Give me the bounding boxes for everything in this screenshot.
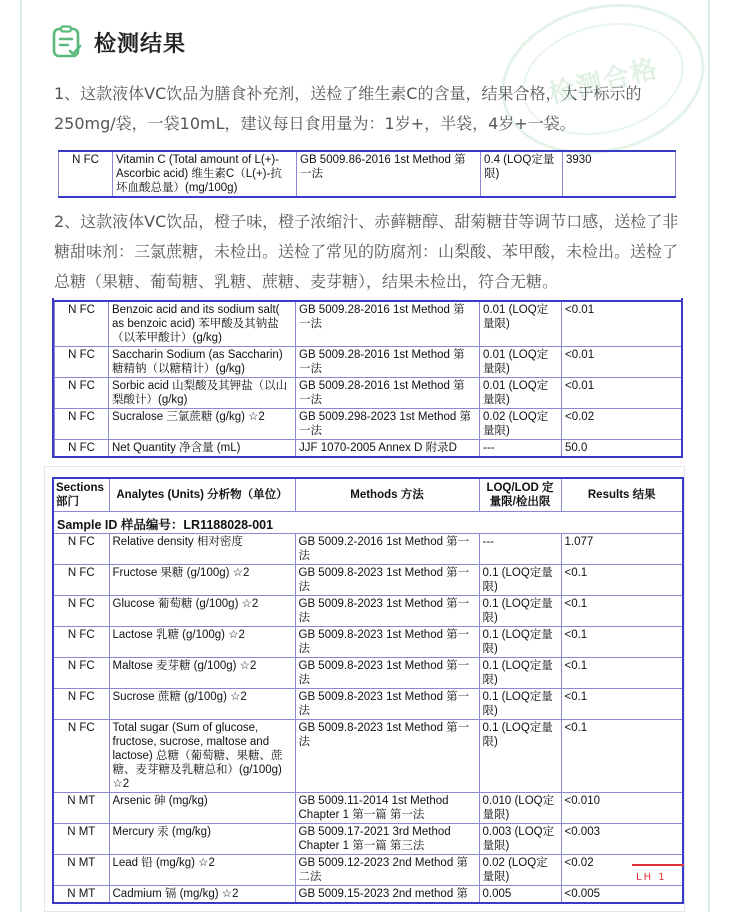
section-cell: N FC	[55, 440, 109, 457]
section-cell: N MT	[53, 824, 109, 855]
section-header	[50, 24, 186, 60]
col-header-analytes: Analytes (Units) 分析物（单位）	[109, 478, 295, 512]
analyte-cell: Fructose 果糖 (g/100g) ☆2	[109, 565, 295, 596]
result-cell: <0.01	[562, 301, 682, 347]
table-row	[53, 658, 683, 689]
vitamin-c-table	[58, 150, 676, 198]
analyte-cell: Sucralose 三氯蔗糖 (g/kg) ☆2	[109, 409, 296, 440]
additives-table	[54, 300, 682, 457]
method-cell: GB 5009.8-2023 1st Method 第一法	[295, 658, 479, 689]
section-cell: N FC	[55, 409, 109, 440]
result-cell: <0.1	[561, 658, 683, 689]
analyte-cell: Glucose 葡萄糖 (g/100g) ☆2	[109, 596, 295, 627]
loq-cell: 0.01 (LOQ定量限)	[480, 301, 562, 347]
analyte-cell: Vitamin C (Total amount of L(+)-Ascorbic acid) 维生素C（L(+)-抗坏血酸总量）(mg/100g)	[113, 151, 297, 197]
result-cell: 3930	[563, 151, 676, 197]
table-row	[53, 689, 683, 720]
table-row	[59, 151, 676, 197]
table-row	[55, 440, 682, 457]
analyte-cell: Total sugar (Sum of glucose, fructose, sucrose, maltose and lactose) 总糖（葡萄糖、果糖、蔗糖、麦芽糖及乳糖总和）(g/100g) ☆2	[109, 720, 295, 793]
result-cell: <0.005	[561, 886, 683, 904]
loq-cell: ---	[480, 440, 562, 457]
section-cell: N FC	[53, 534, 109, 565]
col-header-loq: LOQ/LOD 定量限/检出限	[479, 478, 561, 512]
page-border-left	[20, 0, 22, 912]
table-header-row	[53, 478, 683, 512]
table-row	[55, 378, 682, 409]
section-cell: N FC	[55, 347, 109, 378]
method-cell: JJF 1070-2005 Annex D 附录D	[296, 440, 480, 457]
red-mark-line	[632, 864, 684, 866]
result-cell: <0.010	[561, 793, 683, 824]
method-cell: GB 5009.8-2023 1st Method 第一法	[295, 689, 479, 720]
analyte-cell: Net Quantity 净含量 (mL)	[109, 440, 296, 457]
result-cell: <0.1	[561, 627, 683, 658]
section-cell: N FC	[53, 596, 109, 627]
section-cell: N MT	[53, 793, 109, 824]
analyte-cell: Mercury 汞 (mg/kg)	[109, 824, 295, 855]
table-row	[53, 886, 683, 904]
section-cell: N FC	[53, 565, 109, 596]
result-cell: <0.003	[561, 824, 683, 855]
method-cell: GB 5009.8-2023 1st Method 第一法	[295, 565, 479, 596]
analyte-cell: Benzoic acid and its sodium salt( as benzoic acid) 苯甲酸及其钠盐（以苯甲酸计）(g/kg)	[109, 301, 296, 347]
col-header-results: Results 结果	[561, 478, 683, 512]
loq-cell: 0.02 (LOQ定量限)	[480, 409, 562, 440]
loq-cell: 0.010 (LOQ定量限)	[479, 793, 561, 824]
paragraph-sweeteners-preservatives: 2、这款液体VC饮品，橙子味，橙子浓缩汁、赤藓糖醇、甜菊糖苷等调节口感，送检了非糖甜味剂：三氯蔗糖，未检出。送检了常见的防腐剂：山梨酸、苯甲酸，未检出。送检了总糖（果糖、葡萄糖、乳糖、蔗糖、麦芽糖），结果未检出，符合无糖。	[54, 212, 679, 291]
result-cell: <0.1	[561, 689, 683, 720]
page-border-right	[708, 0, 710, 912]
section-cell: N MT	[53, 855, 109, 886]
table-row	[55, 347, 682, 378]
loq-cell: 0.01 (LOQ定量限)	[480, 347, 562, 378]
loq-cell: 0.1 (LOQ定量限)	[479, 627, 561, 658]
results-table	[52, 477, 684, 904]
table-row	[53, 627, 683, 658]
section-cell: N FC	[55, 378, 109, 409]
col-header-methods: Methods 方法	[295, 478, 479, 512]
section-cell: N FC	[59, 151, 113, 197]
red-corner-mark	[632, 862, 684, 888]
section-cell: N FC	[53, 720, 109, 793]
loq-cell: 0.1 (LOQ定量限)	[479, 720, 561, 793]
method-cell: GB 5009.2-2016 1st Method 第一法	[295, 534, 479, 565]
method-cell: GB 5009.28-2016 1st Method 第一法	[296, 378, 480, 409]
section-cell: N FC	[53, 627, 109, 658]
result-cell: <0.01	[562, 347, 682, 378]
sample-id: Sample ID 样品编号：LR1188028-001	[53, 512, 683, 534]
table-row	[53, 720, 683, 793]
loq-cell: 0.1 (LOQ定量限)	[479, 565, 561, 596]
analyte-cell: Saccharin Sodium (as Saccharin) 糖精钠（以糖精计）(g/kg)	[109, 347, 296, 378]
table-row	[55, 301, 682, 347]
analyte-cell: Maltose 麦芽糖 (g/100g) ☆2	[109, 658, 295, 689]
paragraph-vitamin-c: 1、这款液体VC饮品为膳食补充剂，送检了维生素C的含量，结果合格，大于标示的250mg/袋，一袋10mL，建议每日食用量为：1岁+，半袋，4岁+一袋。	[54, 84, 642, 133]
section-cell: N FC	[53, 658, 109, 689]
col-header-sections: Sections 部门	[53, 478, 109, 512]
loq-cell: ---	[479, 534, 561, 565]
method-cell: GB 5009.28-2016 1st Method 第一法	[296, 347, 480, 378]
result-cell: <0.01	[562, 378, 682, 409]
result-cell: 1.077	[561, 534, 683, 565]
analyte-cell: Cadmium 镉 (mg/kg) ☆2	[109, 886, 295, 904]
result-cell: 50.0	[562, 440, 682, 457]
analyte-cell: Sorbic acid 山梨酸及其钾盐（以山梨酸计）(g/kg)	[109, 378, 296, 409]
analyte-cell: Arsenic 砷 (mg/kg)	[109, 793, 295, 824]
red-mark-text: LH 1	[636, 872, 667, 883]
method-cell: GB 5009.28-2016 1st Method 第一法	[296, 301, 480, 347]
table-row	[53, 793, 683, 824]
loq-cell: 0.4 (LOQ定量限)	[481, 151, 563, 197]
loq-cell: 0.01 (LOQ定量限)	[480, 378, 562, 409]
table-row	[53, 596, 683, 627]
result-cell: <0.02	[562, 409, 682, 440]
result-cell: <0.1	[561, 720, 683, 793]
loq-cell: 0.005	[479, 886, 561, 904]
result-cell: <0.02	[561, 855, 683, 886]
loq-cell: 0.1 (LOQ定量限)	[479, 596, 561, 627]
method-cell: GB 5009.86-2016 1st Method 第一法	[297, 151, 481, 197]
result-cell: <0.1	[561, 596, 683, 627]
report-clipboard-icon	[50, 25, 84, 59]
table-row	[53, 534, 683, 565]
analyte-cell: Relative density 相对密度	[109, 534, 295, 565]
table-row	[53, 855, 683, 886]
section-cell: N FC	[55, 301, 109, 347]
loq-cell: 0.1 (LOQ定量限)	[479, 658, 561, 689]
stamp-text: 检测合格	[545, 53, 662, 110]
loq-cell: 0.003 (LOQ定量限)	[479, 824, 561, 855]
method-cell: GB 5009.11-2014 1st Method Chapter 1 第一篇 第一法	[295, 793, 479, 824]
page-title: 检测结果	[94, 31, 187, 57]
result-cell: <0.1	[561, 565, 683, 596]
method-cell: GB 5009.8-2023 1st Method 第一法	[295, 627, 479, 658]
section-cell: N MT	[53, 886, 109, 904]
method-cell: GB 5009.8-2023 1st Method 第一法	[295, 720, 479, 793]
table-row	[55, 409, 682, 440]
table-row	[53, 565, 683, 596]
table-row	[53, 824, 683, 855]
analyte-cell: Lactose 乳糖 (g/100g) ☆2	[109, 627, 295, 658]
sample-id-row	[53, 512, 683, 534]
section-cell: N FC	[53, 689, 109, 720]
analyte-cell: Sucrose 蔗糖 (g/100g) ☆2	[109, 689, 295, 720]
method-cell: GB 5009.8-2023 1st Method 第一法	[295, 596, 479, 627]
loq-cell: 0.1 (LOQ定量限)	[479, 689, 561, 720]
method-cell: GB 5009.17-2021 3rd Method Chapter 1 第一篇 第三法	[295, 824, 479, 855]
method-cell: GB 5009.15-2023 2nd method 第	[295, 886, 479, 904]
method-cell: GB 5009.12-2023 2nd Method 第二法	[295, 855, 479, 886]
analyte-cell: Lead 铅 (mg/kg) ☆2	[109, 855, 295, 886]
method-cell: GB 5009.298-2023 1st Method 第一法	[296, 409, 480, 440]
loq-cell: 0.02 (LOQ定量限)	[479, 855, 561, 886]
